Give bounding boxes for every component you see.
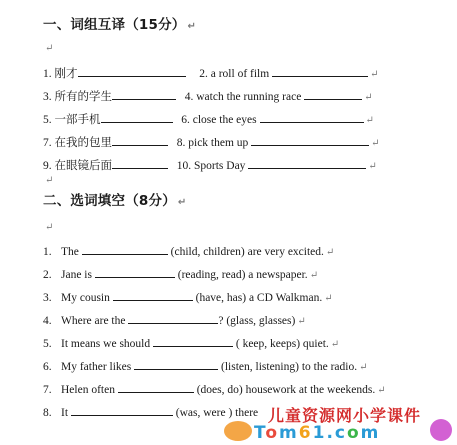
sentence-end: (does, do) housework at the weekends. <box>196 384 376 396</box>
answer-blank[interactable] <box>82 243 168 255</box>
watermark-site-url: Tom61.com <box>254 423 381 443</box>
paragraph-mark-icon: ↵ <box>45 175 54 186</box>
blank-line <box>43 41 53 56</box>
sentence-start: Helen often <box>61 384 115 396</box>
watermark-logo <box>224 401 457 445</box>
answer-blank[interactable] <box>118 381 194 393</box>
item-number: 10. <box>176 160 192 172</box>
answer-blank[interactable] <box>251 134 369 146</box>
item-text: a roll of film <box>210 68 270 80</box>
sentence-start: My cousin <box>61 292 110 304</box>
answer-blank[interactable] <box>153 335 233 347</box>
sentence-start: It <box>61 407 69 419</box>
s2-row <box>43 243 334 260</box>
sentence-end: (have, has) a CD Walkman. <box>195 292 323 304</box>
decorative-bubble <box>430 419 452 441</box>
answer-blank[interactable] <box>71 404 173 416</box>
item-number: 5. <box>43 114 52 126</box>
blank-line <box>43 220 53 235</box>
sentence-end: (child, children) are very excited. <box>170 246 324 258</box>
item-number: 1. <box>43 68 52 80</box>
paragraph-mark-icon: ↵ <box>45 222 54 233</box>
s2-row <box>43 335 339 352</box>
s1-row <box>43 88 373 105</box>
paragraph-mark-icon: ↵ <box>359 362 368 373</box>
section1-heading <box>43 18 196 34</box>
item-number: 8. <box>43 407 52 419</box>
item-number: 2. <box>43 269 52 281</box>
answer-blank[interactable] <box>112 157 168 169</box>
item-number: 3. <box>43 91 52 103</box>
paragraph-mark-icon: ↵ <box>368 161 377 172</box>
answer-blank[interactable] <box>248 157 366 169</box>
item-number: 3. <box>43 292 52 304</box>
item-number: 8. <box>176 137 186 149</box>
sentence-start: It means we should <box>61 338 151 350</box>
item-text: 在我的包里 <box>54 137 112 149</box>
decorative-bubble <box>224 421 252 441</box>
item-number: 2. <box>199 68 208 80</box>
s1-row <box>43 65 378 82</box>
item-number: 4. <box>184 91 194 103</box>
s2-row <box>43 381 386 398</box>
answer-blank[interactable] <box>304 88 362 100</box>
section1-title: 一、词组互译（15分） <box>43 17 186 33</box>
answer-blank[interactable] <box>113 289 193 301</box>
item-number: 6. <box>43 361 52 373</box>
answer-blank[interactable] <box>112 134 168 146</box>
s1-row <box>43 111 374 128</box>
item-text: 一部手机 <box>54 114 101 126</box>
item-number: 1. <box>43 246 52 258</box>
paragraph-mark-icon: ↵ <box>330 339 340 350</box>
item-text: 在眼镜后面 <box>54 160 112 172</box>
answer-blank[interactable] <box>101 111 173 123</box>
section2-heading <box>43 194 187 210</box>
s2-row <box>43 289 333 306</box>
item-text: pick them up <box>188 137 249 149</box>
paragraph-mark-icon: ↵ <box>365 115 374 126</box>
item-number: 4. <box>43 315 52 327</box>
item-text: Sports Day <box>194 160 246 172</box>
paragraph-mark-icon: ↵ <box>45 43 54 54</box>
item-text: watch the running race <box>196 91 302 103</box>
sentence-start: Where are the <box>61 315 126 327</box>
paragraph-mark-icon: ↵ <box>325 247 335 258</box>
s1-row <box>43 134 380 151</box>
answer-blank[interactable] <box>95 266 175 278</box>
paragraph-mark-icon: ↵ <box>377 385 386 396</box>
sentence-end: ? (glass, glasses) <box>218 315 296 327</box>
item-number: 7. <box>43 384 52 396</box>
paragraph-mark-icon: ↵ <box>364 92 373 103</box>
item-number: 9. <box>43 160 52 172</box>
item-text: 所有的学生 <box>54 91 112 103</box>
sentence-end: (was, were ) there <box>175 407 259 419</box>
s1-row <box>43 157 377 174</box>
paragraph-mark-icon: ↵ <box>370 69 379 80</box>
s2-row <box>43 312 306 329</box>
paragraph-mark-icon: ↵ <box>324 293 333 304</box>
answer-blank[interactable] <box>78 65 186 77</box>
paragraph-mark-icon: ↵ <box>309 270 319 281</box>
s2-row <box>43 358 367 375</box>
item-number: 5. <box>43 338 52 350</box>
paragraph-mark-icon: ↵ <box>371 138 380 149</box>
paragraph-mark-icon: ↵ <box>187 21 197 32</box>
answer-blank[interactable] <box>260 111 364 123</box>
answer-blank[interactable] <box>134 358 218 370</box>
sentence-end: (listen, listening) to the radio. <box>221 361 358 373</box>
blank-line <box>43 173 53 188</box>
item-text: 刚才 <box>54 68 78 80</box>
sentence-start: The <box>61 246 79 258</box>
answer-blank[interactable] <box>272 65 368 77</box>
paragraph-mark-icon: ↵ <box>177 197 187 208</box>
item-text: close the eyes <box>192 114 257 126</box>
sentence-start: My father likes <box>61 361 132 373</box>
section2-title: 二、选词填空（8分） <box>43 193 176 209</box>
answer-blank[interactable] <box>128 312 218 324</box>
answer-blank[interactable] <box>112 88 176 100</box>
item-number: 6. <box>181 114 190 126</box>
sentence-end: ( keep, keeps) quiet. <box>235 338 329 350</box>
watermark-site-name: 儿童资源网小学课件 <box>268 406 422 425</box>
paragraph-mark-icon: ↵ <box>297 316 306 327</box>
sentence-end: (reading, read) a newspaper. <box>177 269 308 281</box>
sentence-start: Jane is <box>61 269 92 281</box>
s2-row <box>43 266 318 283</box>
item-number: 7. <box>43 137 52 149</box>
